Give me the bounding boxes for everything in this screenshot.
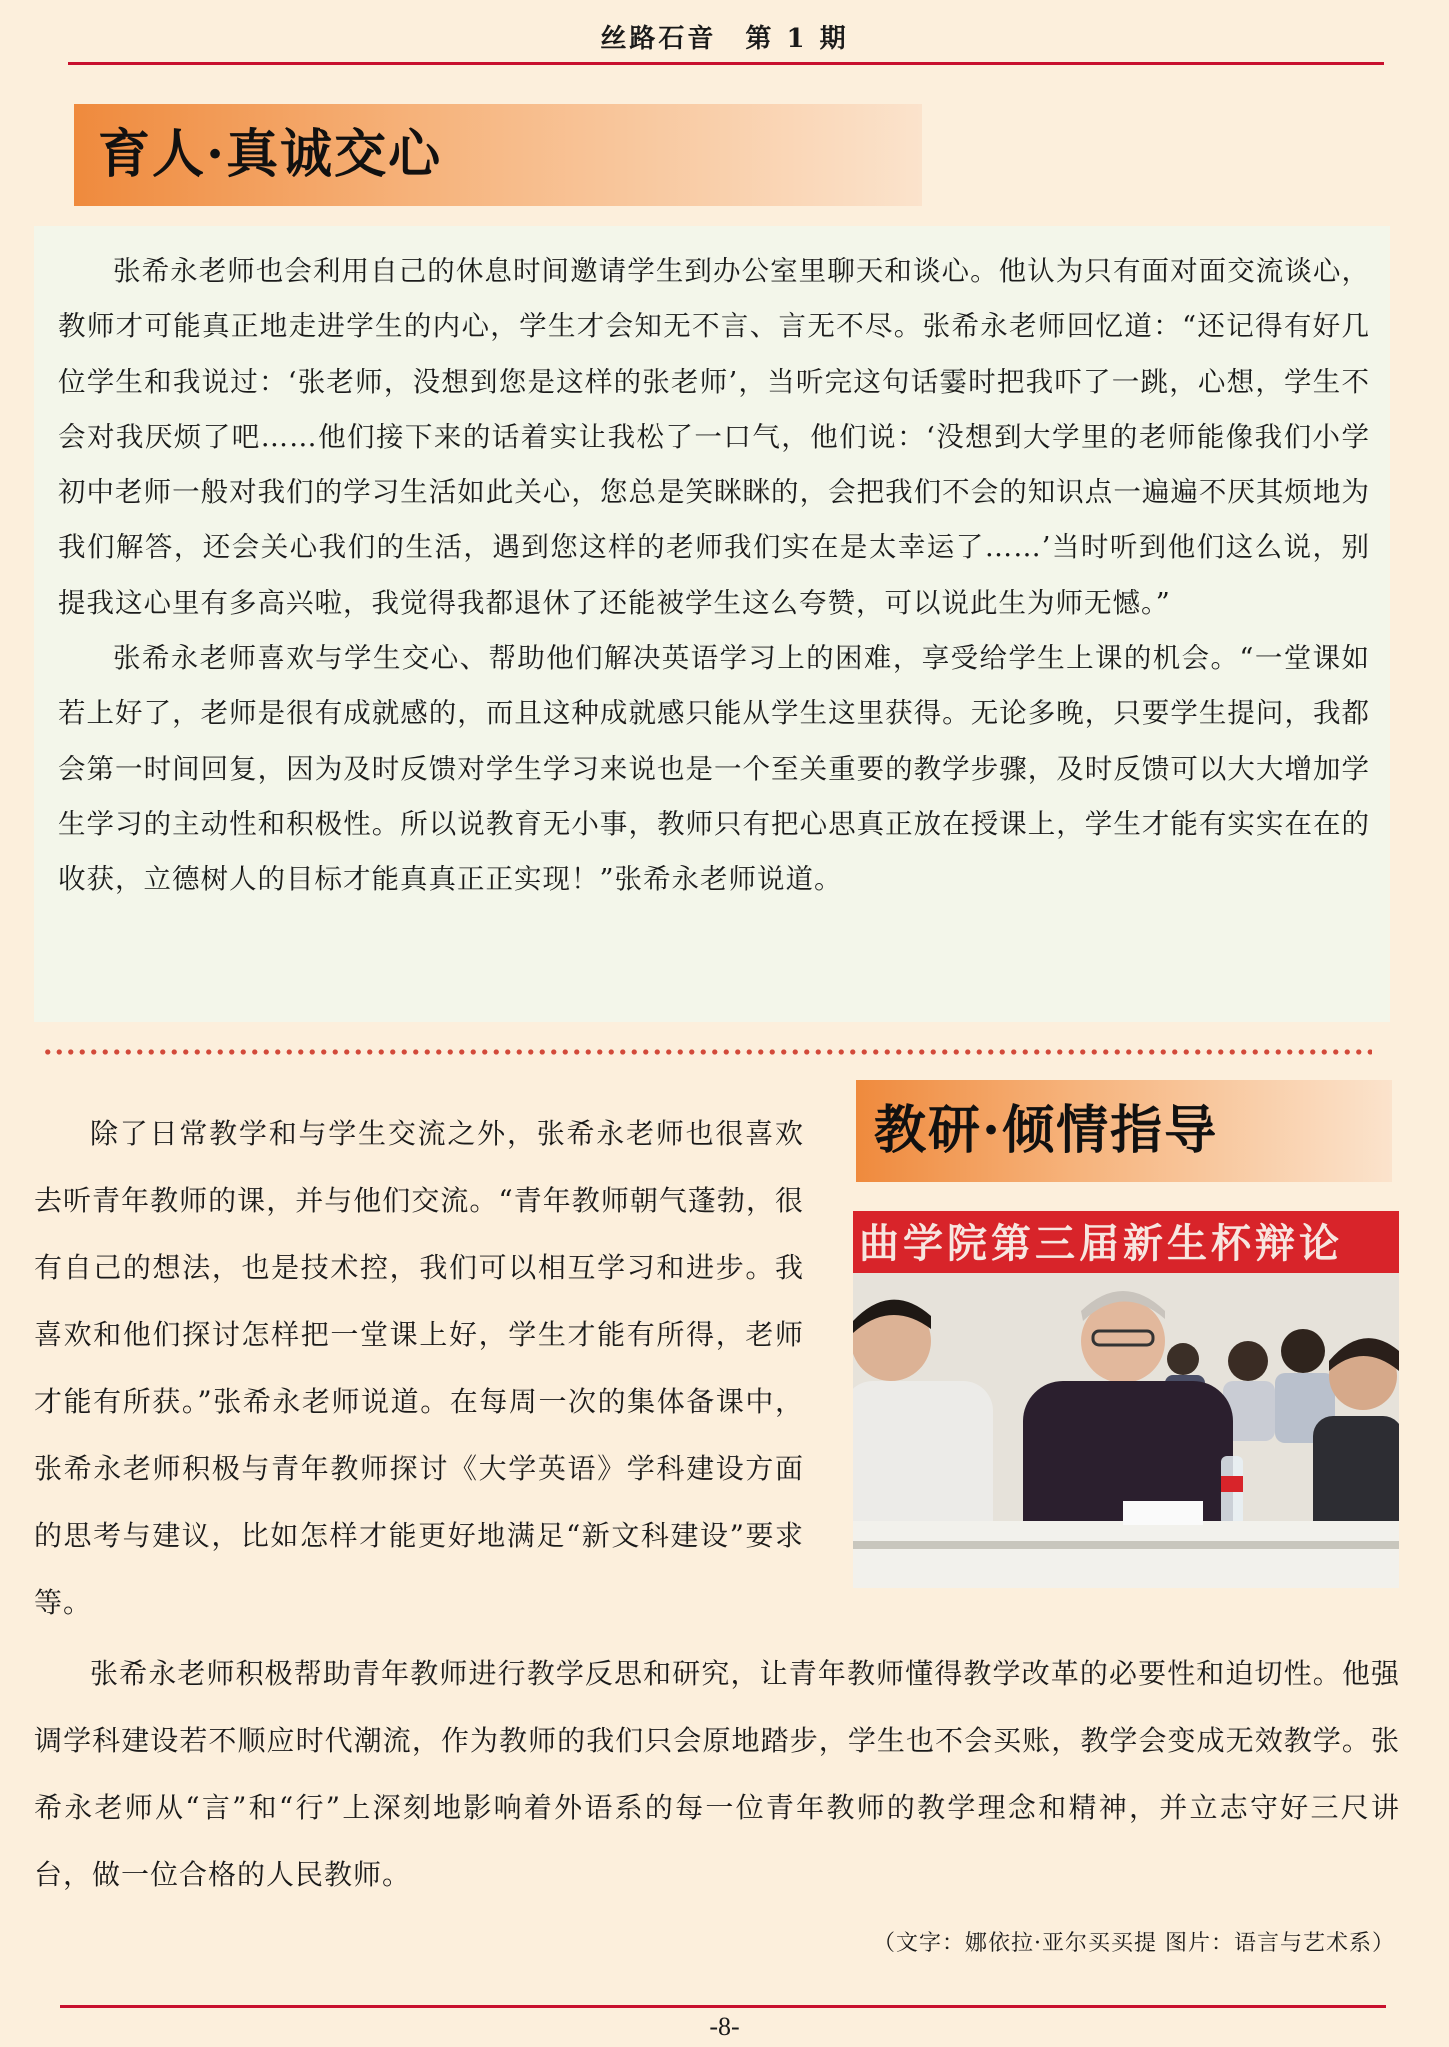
paragraph: 张希永老师喜欢与学生交心、帮助他们解决英语学习上的困难，享受给学生上课的机会。“一堂课如若上好了，老师是很有成就感的，而且这种成就感只能从学生这里获得。无论多晚，只要学生提问，我都会第一时间回复，因为及时反馈对学生学习来说也是一个至关重要的教学步骤，及时反馈可以大大增加学生学习的主动性和积极性。所以说教育无小事，教师只有把心思真正放在授课上，学生才能有实实在在的收获，立德树人的目标才能真真正正实现！”张希永老师说道。 [58, 642, 1370, 896]
section-heading-banner [74, 104, 922, 206]
photo-banner-text: 曲学院第三届新生杯辩论 [859, 1221, 1343, 1267]
paragraph: 张希永老师也会利用自己的休息时间邀请学生到办公室里聊天和谈心。他认为只有面对面交流谈心，教师才可能真正地走进学生的内心，学生才会知无不言、言无不尽。张希永老师回忆道：“还记得有好几位学生和我说过：‘张老师，没想到您是这样的张老师’，当听完这句话霎时把我吓了一跳，心想，学生不会对我厌烦了吧……他们接下来的话着实让我松了一口气，他们说：‘没想到大学里的老师能像我们小学初中老师一般对我们的学习生活如此关心，您总是笑眯眯的，会把我们不会的知识点一遍遍不厌其烦地为我们解答，还会关心我们的生活，遇到您这样的老师我们实在是太幸运了……’当时听到他们这么说，别提我这心里有多高兴啦，我觉得我都退休了还能被学生这么夸赞，可以说此生为师无憾。” [58, 255, 1370, 619]
credit-line: （文字：娜依拉·亚尔买买提 图片：语言与艺术系） [873, 1931, 1395, 1956]
teacher-photo [853, 1211, 1399, 1588]
dotted-divider [42, 1049, 1372, 1055]
footer-divider [60, 2005, 1386, 2008]
highlight-text-box [34, 226, 1390, 1022]
full-width-paragraph [34, 1640, 1400, 1908]
page-number: -8- [709, 2012, 740, 2041]
section-heading: 育人·真诚交心 [98, 124, 443, 185]
header-divider [68, 62, 1384, 65]
newsletter-title: 丝路石音 第 1 期 [600, 24, 849, 54]
section-heading: 教研·倾情指导 [874, 1100, 1219, 1161]
paragraph: 除了日常教学和与学生交流之外，张希永老师也很喜欢去听青年教师的课，并与他们交流。“青年教师朝气蓬勃，很有自己的想法，也是技术控，我们可以相互学习和进步。我喜欢和他们探讨怎样把一堂课上好，学生才能有所得，老师才能有所获。”张希永老师说道。在每周一次的集体备课中，张希永老师积极与青年教师探讨《大学英语》学科建设方面的思考与建议，比如怎样才能更好地满足“新文科建设”要求等。 [34, 1117, 804, 1619]
section-heading-banner [856, 1080, 1392, 1182]
left-column [34, 1100, 804, 1636]
paragraph: 张希永老师积极帮助青年教师进行教学反思和研究，让青年教师懂得教学改革的必要性和迫切性。他强调学科建设若不顺应时代潮流，作为教师的我们只会原地踏步，学生也不会买账，教学会变成无效教学。张希永老师从“言”和“行”上深刻地影响着外语系的每一位青年教师的教学理念和精神，并立志守好三尺讲台，做一位合格的人民教师。 [34, 1657, 1400, 1891]
